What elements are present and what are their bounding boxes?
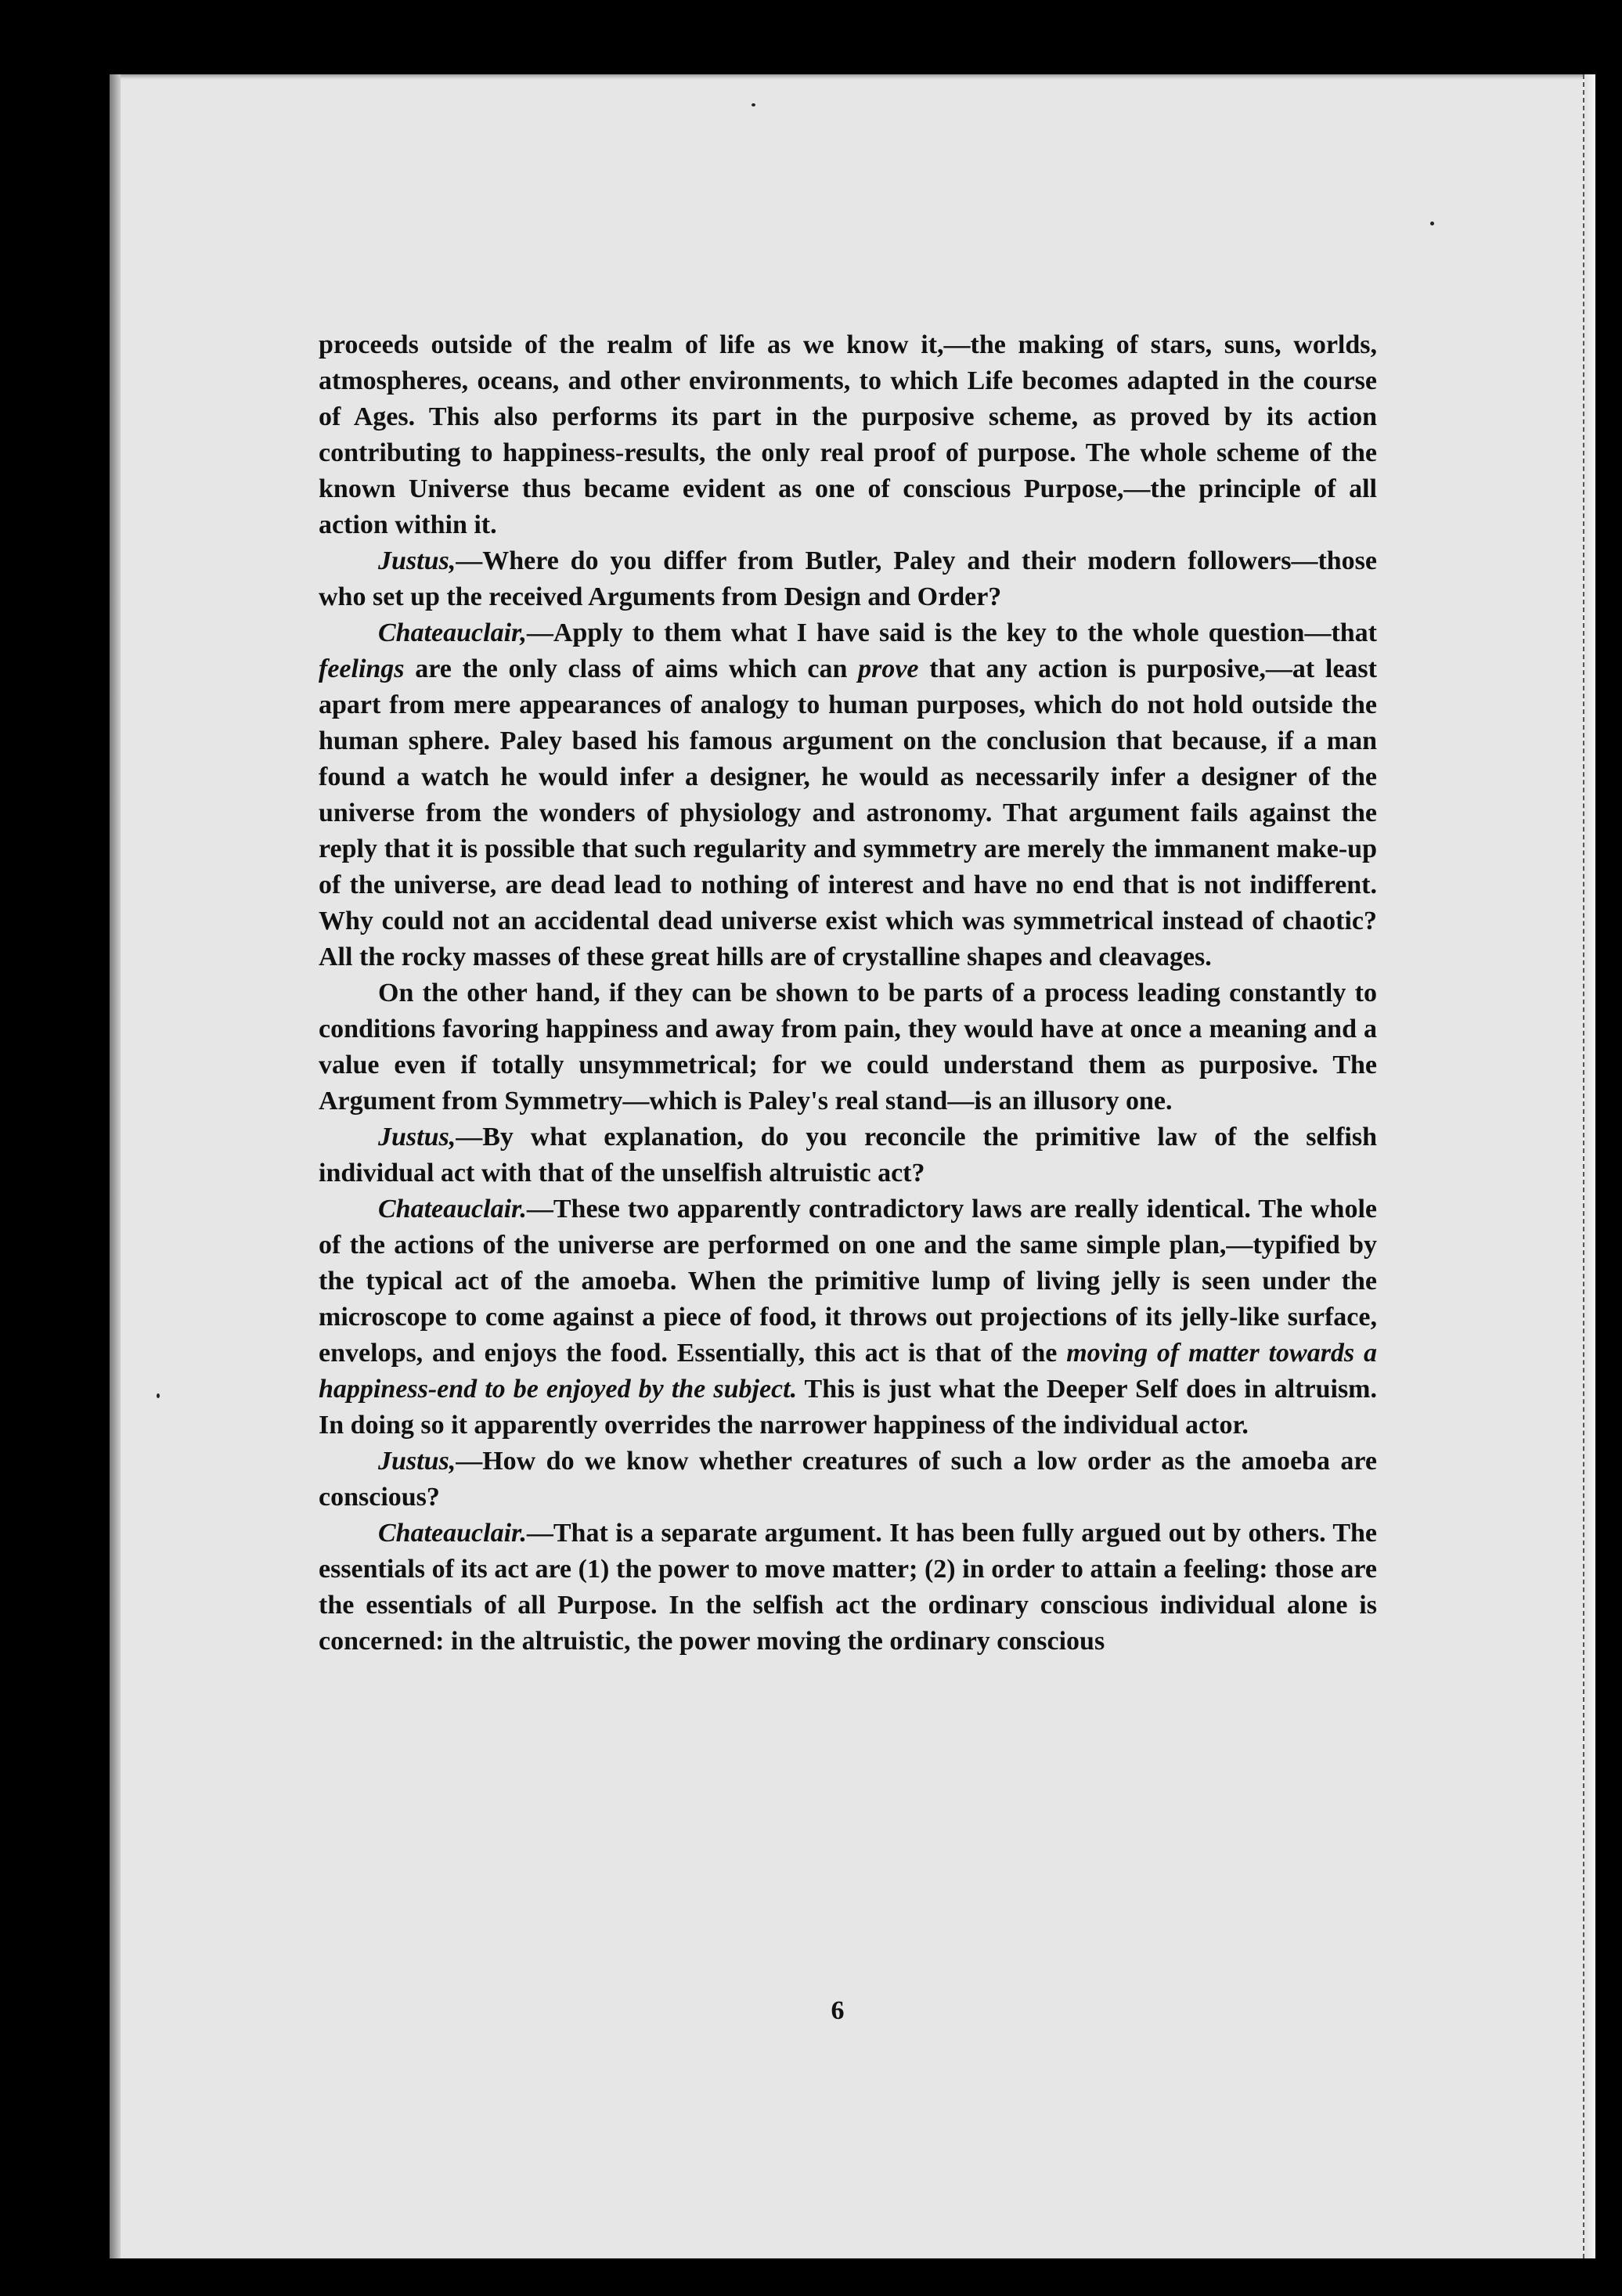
paragraph (319, 615, 1377, 975)
body-text (319, 327, 1377, 1660)
text-run: —Where do you differ from Butler, Paley and their modern followers—those who set up the received Arguments from Design and Order? (319, 546, 1377, 611)
speaker-name: Chateauclair. (378, 1519, 527, 1548)
text-run: —Apply to them what I have said is the key to the whole question—that (526, 618, 1377, 647)
emphasis-text: prove (858, 654, 919, 683)
text-run: are the only class of aims which can (404, 654, 859, 683)
text-run: On the other hand, if they can be shown to be parts of a process leading constantly to conditions favoring happiness and away from pain, they would have at once a meaning and a value even if totally unsymmetrical; for we could understand them as purposive. The Argument from Symmetry—which is Paley's real stand—is an illusory one. (319, 979, 1377, 1116)
text-run: that any action is purposive,—at least apart from mere appearances of analogy to human purposes, which do not hold outside the human sphere. Paley based his famous argument on the conclusion that because, if a man found a watch he would infer a designer, he would as necessarily infer a designer of the universe from the wonders of physiology and astronomy. That argument fails against the reply that it is possible that such regularity and symmetry are merely the immanent make-up of the universe, are dead lead to nothing of interest and have no end that is not indifferent. Why could not an accidental dead universe exist which was symmetrical instead of chaotic? All the rocky masses of these great hills are of crystalline shapes and cleavages. (319, 654, 1377, 971)
text-run: —That is a separate argument. It has been fully argued out by others. The essentials of its act are (1) the power to move matter; (2) in order to attain a feeling: those are the essentials of all Purpose. In the selfish act the ordinary conscious individual alone is concerned: in the altruistic, the power moving the ordinary conscious (319, 1519, 1377, 1656)
page-right-edge (1583, 74, 1595, 2258)
speaker-name: Justus, (378, 1123, 456, 1152)
emphasis-text: feelings (319, 654, 405, 683)
dust-speck (752, 103, 755, 106)
paragraph (319, 327, 1377, 543)
paragraph (319, 1191, 1377, 1444)
emphasis-text: moving of matter towards a happiness-end to be enjoyed by the subject. (319, 1339, 1377, 1404)
paragraph (319, 1444, 1377, 1516)
speaker-name: Chateauclair. (378, 1195, 527, 1224)
text-run: This is just what the Deeper Self does in altruism. In doing so it apparently overrides the narrower happiness of the individual actor. (319, 1375, 1377, 1440)
page-gutter-shadow (110, 74, 121, 2258)
dust-speck (1430, 222, 1434, 225)
speaker-name: Justus, (378, 1447, 456, 1476)
paragraph (319, 1516, 1377, 1660)
speaker-name: Chateauclair, (378, 618, 527, 647)
text-run: —These two apparently contradictory laws are really identical. The whole of the actions of the universe are performed on one and the same simple plan,—typified by the typical act of the amoeba. When the primitive lump of living jelly is seen under the microscope to come against a piece of food, it throws out projections of its jelly-like surface, envelops, and enjoys the food. Essentially, this act is that of the (319, 1195, 1377, 1368)
text-run: proceeds outside of the realm of life as we know it,—the making of stars, suns, worlds, atmospheres, oceans, and other environments, to which Life becomes adapted in the course of Ages. This also performs its part in the purposive scheme, as proved by its action contributing to happiness-results, the only real proof of purpose. The whole scheme of the known Universe thus became evident as one of conscious Purpose,—the principle of all action within it. (319, 330, 1377, 539)
dust-speck (157, 1393, 160, 1398)
text-run: —How do we know whether creatures of such a low order as the amoeba are conscious? (319, 1447, 1377, 1512)
text-run: —By what explanation, do you reconcile the primitive law of the selfish individual act with that of the unselfish altruistic act? (319, 1123, 1377, 1188)
paragraph (319, 543, 1377, 615)
speaker-name: Justus, (378, 546, 456, 575)
paragraph (319, 975, 1377, 1119)
paragraph (319, 1119, 1377, 1191)
page-number: 6 (831, 1996, 845, 2025)
